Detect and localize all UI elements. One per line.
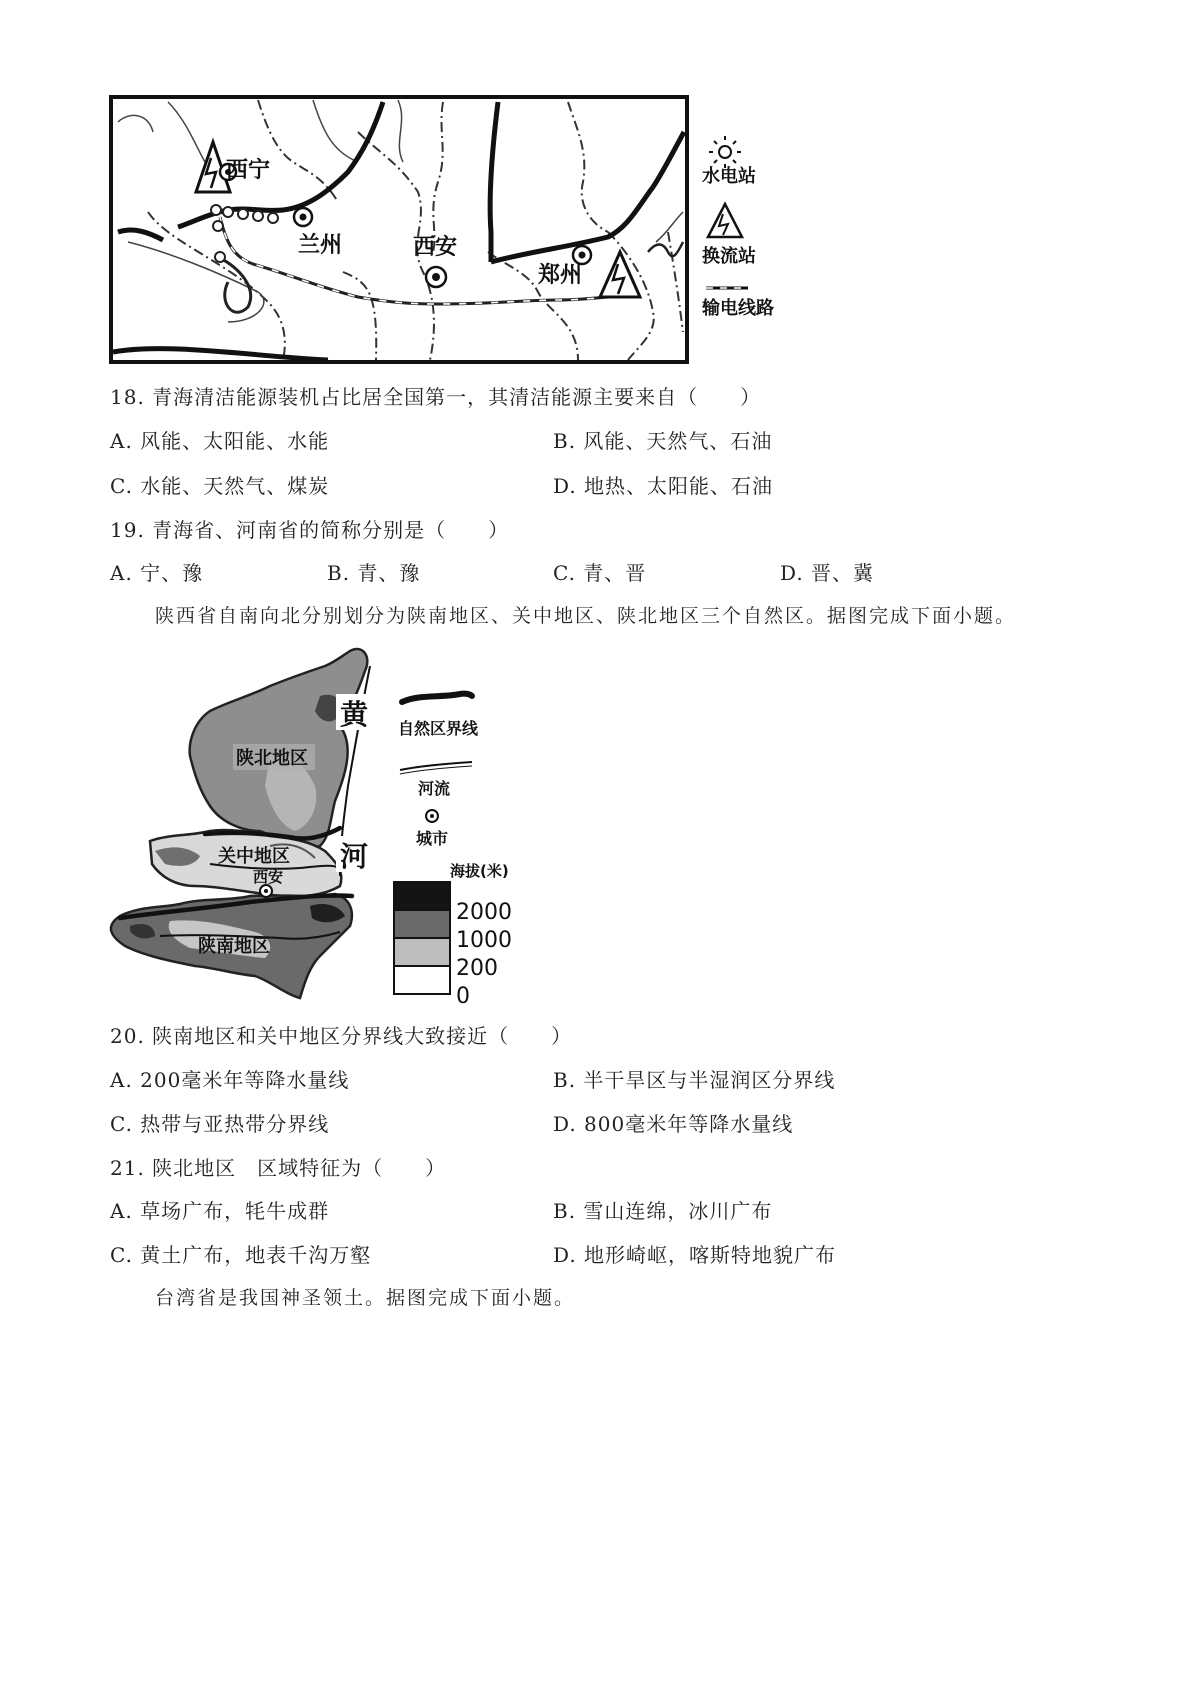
city-label-xian-2: 西安 bbox=[253, 868, 284, 886]
svg-text:城市: 城市 bbox=[416, 829, 449, 848]
q19-option-a: A. 宁、豫 bbox=[110, 561, 204, 585]
svg-text:0: 0 bbox=[456, 984, 470, 1009]
svg-text:2000: 2000 bbox=[456, 900, 512, 925]
q18-option-c: C. 水能、天然气、煤炭 bbox=[110, 474, 330, 498]
q19-option-c: C. 青、晋 bbox=[553, 561, 647, 585]
q20-option-d: D. 800毫米年等降水量线 bbox=[553, 1112, 794, 1136]
q21-option-c: C. 黄土广布，地表千沟万壑 bbox=[110, 1243, 372, 1267]
city-label-zhengzhou: 郑州 bbox=[538, 263, 583, 288]
svg-text:换流站: 换流站 bbox=[702, 246, 756, 267]
shaanxi-map bbox=[100, 636, 540, 1016]
q18-option-d: D. 地热、太阳能、石油 bbox=[553, 474, 774, 498]
q18-option-a: A. 风能、太阳能、水能 bbox=[110, 429, 330, 453]
q21-option-b: B. 雪山连绵，冰川广布 bbox=[553, 1199, 773, 1223]
city-label-lanzhou: 兰州 bbox=[298, 233, 343, 258]
map2-legend bbox=[394, 694, 512, 1009]
question-19-stem: 19. 青海省、河南省的简称分别是（ ） bbox=[110, 518, 510, 542]
svg-text:200: 200 bbox=[456, 956, 498, 981]
q21-option-d: D. 地形崎岖，喀斯特地貌广布 bbox=[553, 1243, 837, 1267]
power-transmission-map bbox=[108, 92, 868, 382]
question-21-stem: 21. 陕北地区 区域特征为（ ） bbox=[110, 1156, 447, 1180]
q19-option-d: D. 晋、冀 bbox=[780, 561, 875, 585]
question-18-stem: 18. 青海清洁能源装机占比居全国第一，其清洁能源主要来自（ ） bbox=[110, 385, 762, 409]
region-label-guanzhong: 关中地区 bbox=[218, 846, 290, 867]
city-label-xining: 西宁 bbox=[226, 158, 271, 183]
region-label-shaanbei: 陕北地区 bbox=[236, 748, 308, 769]
q19-option-b: B. 青、豫 bbox=[327, 561, 421, 585]
q18-option-b: B. 风能、天然气、石油 bbox=[553, 429, 773, 453]
svg-text:海拔(米): 海拔(米) bbox=[450, 862, 509, 880]
svg-text:水电站: 水电站 bbox=[702, 166, 756, 187]
q20-option-b: B. 半干旱区与半湿润区分界线 bbox=[553, 1068, 836, 1092]
converter-legend-icon bbox=[708, 204, 742, 237]
intro-shaanxi: 陕西省自南向北分别划分为陕南地区、关中地区、陕北地区三个自然区。据图完成下面小题。 bbox=[155, 605, 1017, 627]
question-20-stem: 20. 陕南地区和关中地区分界线大致接近（ ） bbox=[110, 1024, 573, 1048]
svg-text:输电线路: 输电线路 bbox=[702, 298, 774, 319]
yellow-river-label-2: 河 bbox=[340, 840, 369, 873]
hydro-legend-icon bbox=[709, 136, 741, 168]
yellow-river-label-1: 黄 bbox=[340, 698, 369, 731]
city-label-xian: 西安 bbox=[413, 235, 458, 260]
q21-option-a: A. 草场广布，牦牛成群 bbox=[110, 1199, 330, 1223]
region-label-shaannan: 陕南地区 bbox=[198, 936, 270, 957]
q20-option-c: C. 热带与亚热带分界线 bbox=[110, 1112, 330, 1136]
svg-text:1000: 1000 bbox=[456, 928, 512, 953]
intro-taiwan: 台湾省是我国神圣领土。据图完成下面小题。 bbox=[155, 1287, 576, 1309]
svg-text:河流: 河流 bbox=[418, 779, 451, 798]
map1-legend bbox=[701, 136, 774, 319]
q20-option-a: A. 200毫米年等降水量线 bbox=[110, 1068, 350, 1092]
svg-text:自然区界线: 自然区界线 bbox=[398, 719, 479, 738]
